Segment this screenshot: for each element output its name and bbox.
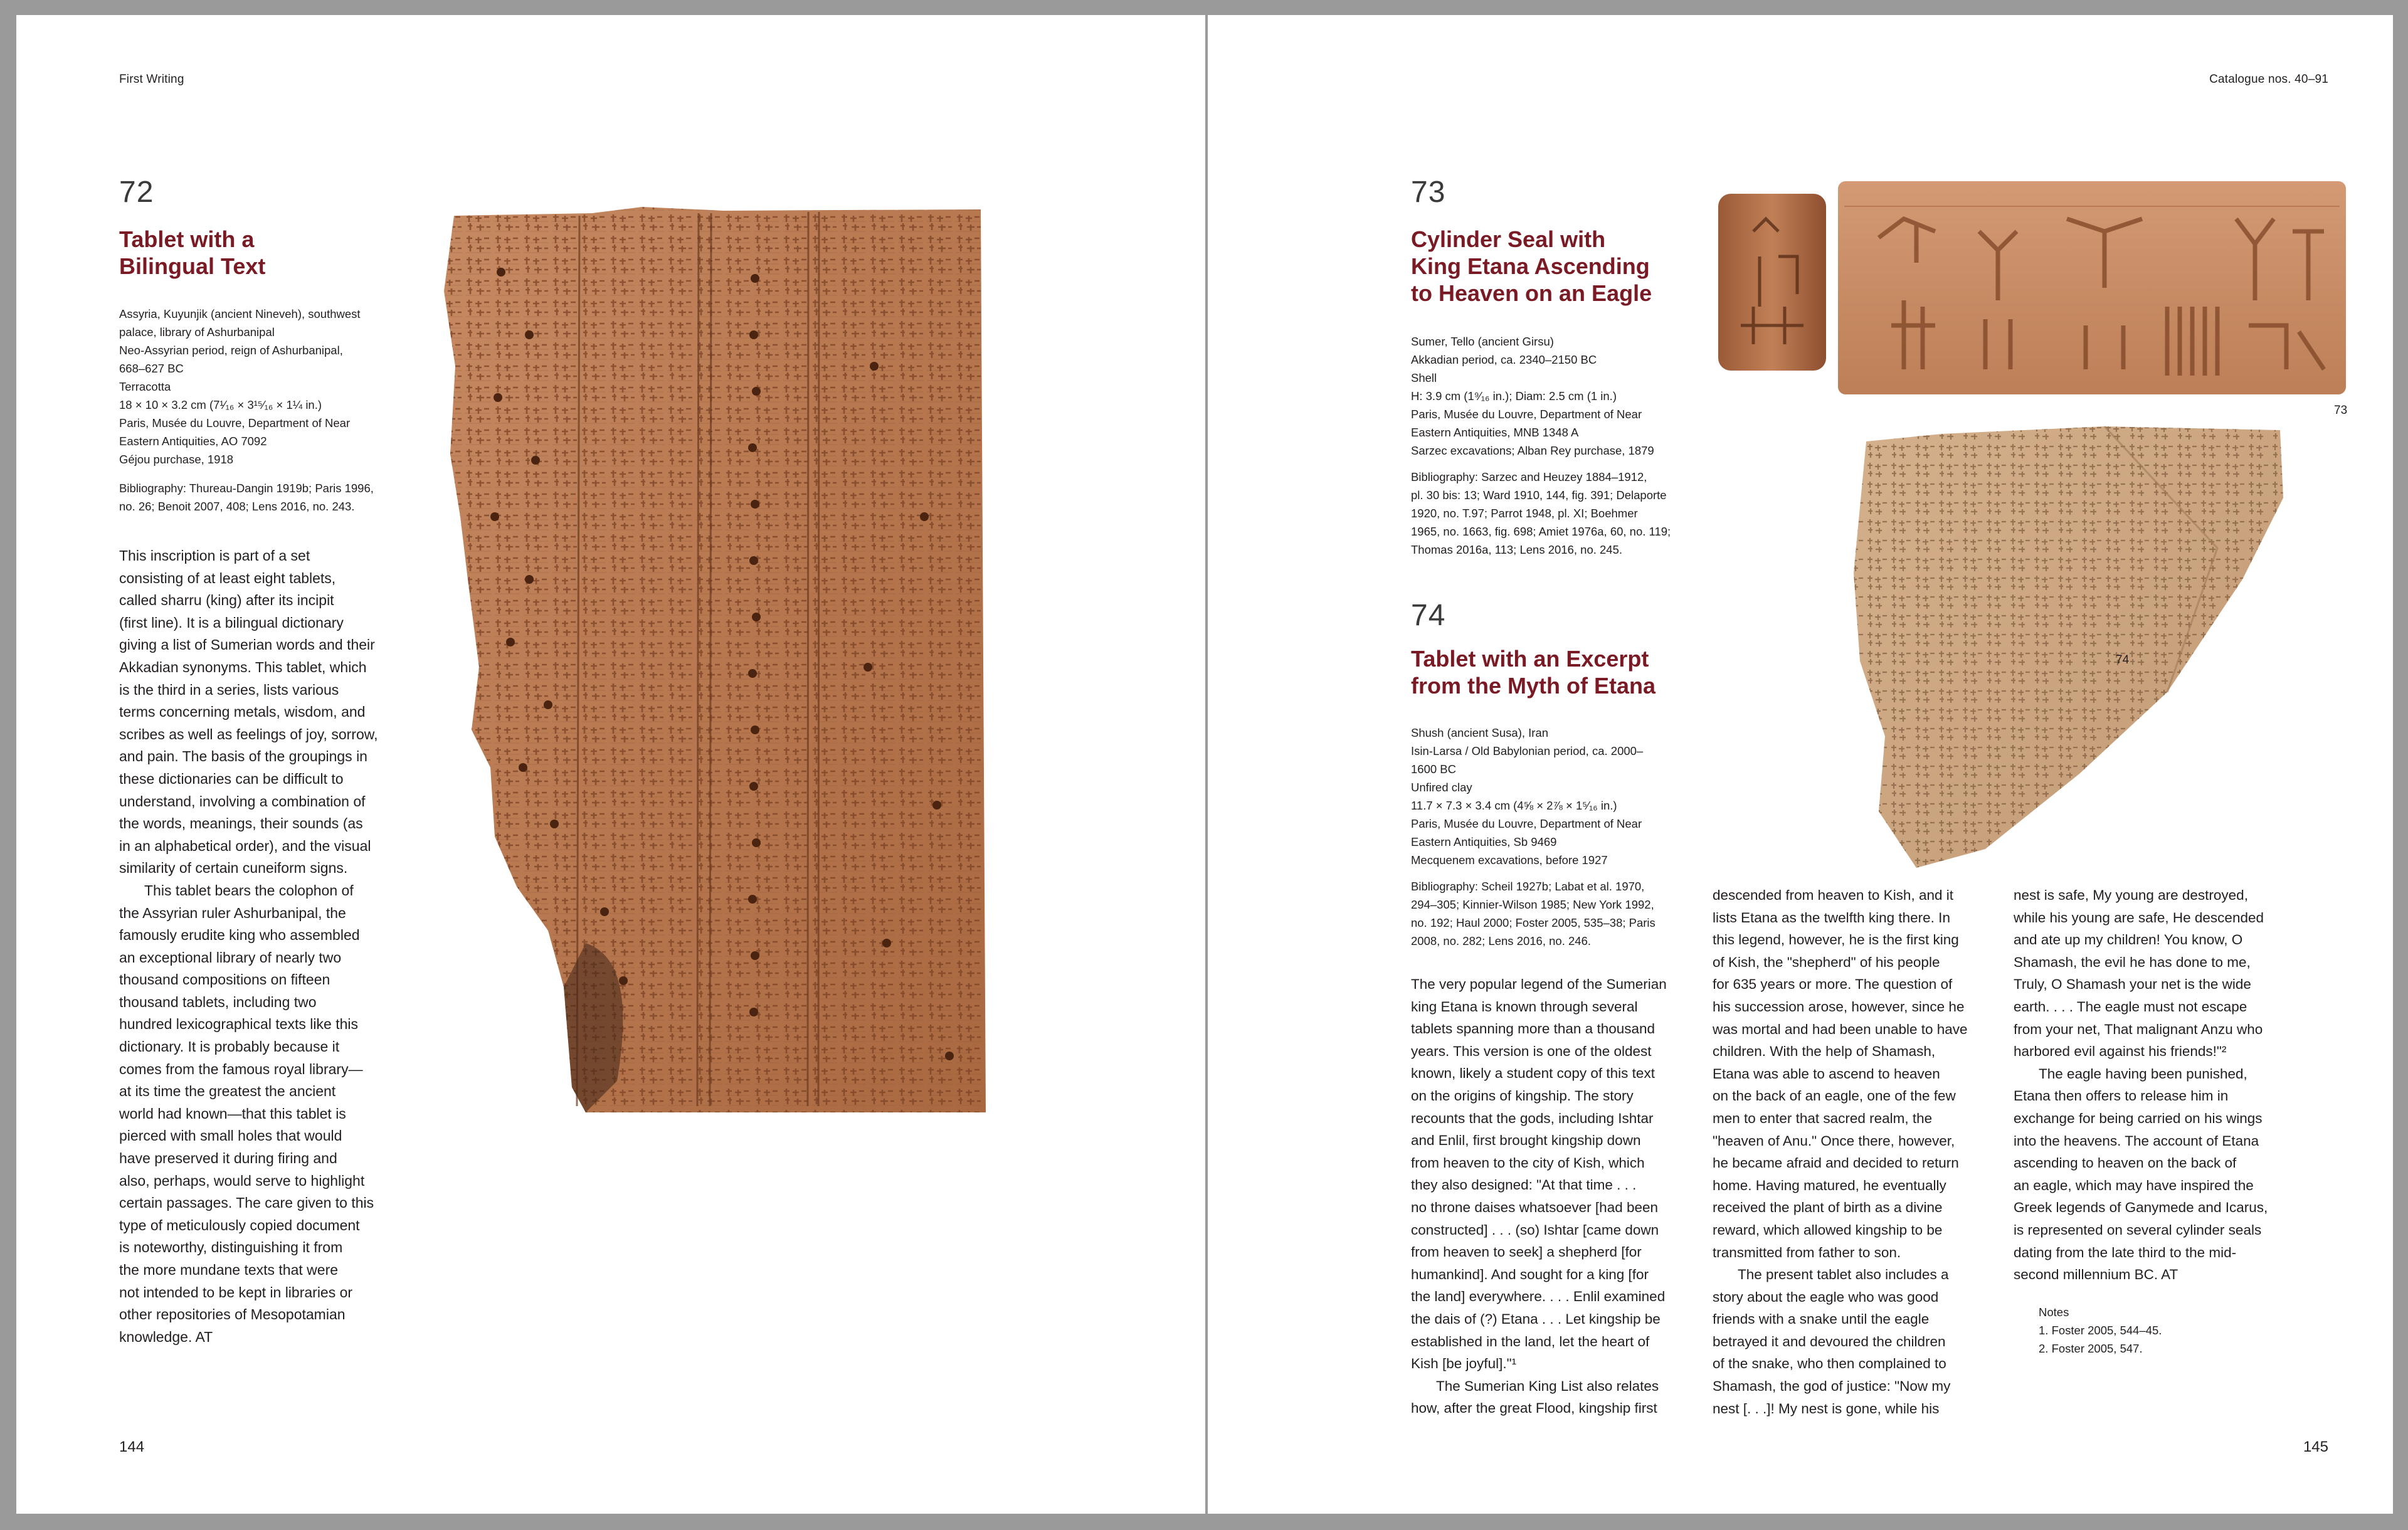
object-metadata bbox=[1411, 724, 1643, 869]
text-line: terms concerning metals, wisdom, and bbox=[119, 704, 366, 720]
text-line: pierced with small holes that would bbox=[119, 1127, 342, 1144]
text-line: is represented on several cylinder seals bbox=[2014, 1221, 2262, 1238]
text-line: known, likely a student copy of this text bbox=[1411, 1065, 1655, 1082]
meta-line: Paris, Musée du Louvre, Department of Near bbox=[1411, 408, 1642, 421]
meta-line: Neo-Assyrian period, reign of Ashurbanipal, bbox=[119, 344, 343, 357]
text-line: This tablet bears the colophon of bbox=[144, 882, 354, 899]
biblio-line: Bibliography: Thureau-Dangin 1919b; Paris 1996, bbox=[119, 482, 374, 495]
text-line: this legend, however, he is the first king bbox=[1713, 932, 1959, 948]
title-line: from the Myth of Etana bbox=[1411, 673, 1656, 699]
meta-line: Mecquenem excavations, before 1927 bbox=[1411, 853, 1608, 867]
text-line: and ate up my children! You know, O bbox=[2014, 932, 2243, 948]
text-line: lists Etana as the twelfth king there. In bbox=[1713, 909, 1950, 926]
title-line: Cylinder Seal with bbox=[1411, 226, 1606, 252]
text-line: Shamash, the god of justice: "Now my bbox=[1713, 1378, 1951, 1395]
text-line: dating from the late third to the mid- bbox=[2014, 1244, 2237, 1260]
meta-line: Paris, Musée du Louvre, Department of Near bbox=[1411, 817, 1642, 830]
figure-caption: 74 bbox=[2116, 653, 2130, 667]
text-line: Etana was able to ascend to heaven bbox=[1713, 1065, 1940, 1082]
text-line: the land] everywhere. . . . Enlil examined bbox=[1411, 1289, 1666, 1305]
text-line: betrayed it and devoured the children bbox=[1713, 1333, 1946, 1349]
text-line: thousand tablets, including two bbox=[119, 993, 317, 1010]
text-line: an exceptional library of nearly two bbox=[119, 949, 342, 966]
notes-heading: Notes bbox=[2039, 1306, 2069, 1319]
text-line: nest [. . .]! My nest is gone, while his bbox=[1713, 1400, 1940, 1417]
bibliography bbox=[119, 479, 374, 515]
text-line: constructed] . . . (so) Ishtar [came down bbox=[1411, 1221, 1659, 1238]
text-line: comes from the famous royal library— bbox=[119, 1060, 363, 1077]
biblio-line: Thomas 2016a, 113; Lens 2016, no. 245. bbox=[1411, 543, 1623, 556]
text-line: the words, meanings, their sounds (as bbox=[119, 815, 363, 832]
meta-line: Unfired clay bbox=[1411, 781, 1472, 794]
text-line: the Assyrian ruler Ashurbanipal, the bbox=[119, 904, 346, 921]
text-line: famously erudite king who assembled bbox=[119, 927, 360, 944]
entry-title bbox=[119, 226, 265, 280]
text-line: his succession arose, however, since he bbox=[1713, 998, 1965, 1015]
object-metadata bbox=[119, 305, 361, 468]
text-line: thousand compositions on fifteen bbox=[119, 971, 330, 988]
text-line: other repositories of Mesopotamian bbox=[119, 1306, 346, 1323]
text-line: on the origins of kingship. The story bbox=[1411, 1087, 1634, 1104]
biblio-line: 1965, no. 1663, fig. 698; Amiet 1976a, 60, no. 119; bbox=[1411, 525, 1671, 538]
meta-line: 1600 BC bbox=[1411, 762, 1456, 776]
text-line: reward, which allowed kingship to be bbox=[1713, 1221, 1943, 1238]
biblio-line: Bibliography: Scheil 1927b; Labat et al. 1970, bbox=[1411, 880, 1645, 893]
text-line: into the heavens. The account of Etana bbox=[2014, 1132, 2259, 1149]
seal-cylinder bbox=[1718, 194, 1826, 371]
biblio-line: Bibliography: Sarzec and Heuzey 1884–1912, bbox=[1411, 470, 1647, 483]
text-line: world had known—that this tablet is bbox=[119, 1105, 346, 1122]
text-line: they also designed: "At that time . . . bbox=[1411, 1177, 1637, 1193]
object-metadata bbox=[1411, 332, 1654, 460]
text-line: home. Having matured, he eventually bbox=[1713, 1177, 1946, 1193]
note-item: 1. Foster 2005, 544–45. bbox=[2039, 1324, 2162, 1337]
figure-caption: 73 bbox=[2334, 404, 2348, 417]
text-line: The eagle having been punished, bbox=[2039, 1065, 2247, 1082]
text-line: while his young are safe, He descended bbox=[2014, 909, 2264, 926]
text-line: the dais of (?) Etana . . . Let kingship be bbox=[1411, 1311, 1661, 1327]
text-line: king Etana is known through several bbox=[1411, 998, 1638, 1015]
bibliography bbox=[1411, 468, 1671, 559]
text-line: of Kish, the "shepherd" of his people bbox=[1713, 954, 1940, 970]
text-line: established in the land, let the heart of bbox=[1411, 1333, 1650, 1349]
meta-line: Géjou purchase, 1918 bbox=[119, 453, 234, 466]
meta-line: Eastern Antiquities, Sb 9469 bbox=[1411, 835, 1557, 848]
text-line: knowledge. AT bbox=[119, 1328, 213, 1345]
title-line: to Heaven on an Eagle bbox=[1411, 280, 1652, 306]
text-line: type of meticulously copied document bbox=[119, 1216, 360, 1233]
meta-line: H: 3.9 cm (1⁹⁄₁₆ in.); Diam: 2.5 cm (1 in.) bbox=[1411, 389, 1617, 403]
etana-tablet-image bbox=[1841, 423, 2293, 868]
essay-column-1 bbox=[1411, 973, 1667, 1420]
meta-line: palace, library of Ashurbanipal bbox=[119, 325, 275, 339]
seal-impression bbox=[1838, 181, 2346, 394]
text-line: nest is safe, My young are destroyed, bbox=[2014, 887, 2248, 903]
text-line: how, after the great Flood, kingship first bbox=[1411, 1400, 1657, 1417]
text-line: certain passages. The care given to this bbox=[119, 1195, 374, 1211]
text-line: Truly, O Shamash your net is the wide bbox=[2014, 976, 2251, 993]
text-line: in an alphabetical order), and the visual bbox=[119, 837, 371, 854]
bibliography bbox=[1411, 877, 1656, 950]
left-page bbox=[16, 15, 1205, 1514]
text-line: have preserved it during firing and bbox=[119, 1150, 337, 1167]
meta-line: Sarzec excavations; Alban Rey purchase, 1879 bbox=[1411, 444, 1654, 457]
running-head: Catalogue nos. 40–91 bbox=[2209, 73, 2328, 86]
meta-line: 11.7 × 7.3 × 3.4 cm (4⅝ × 2⅞ × 1⁵⁄₁₆ in.) bbox=[1411, 799, 1617, 812]
meta-line: 668–627 BC bbox=[119, 362, 184, 375]
text-line: and Enlil, first brought kingship down bbox=[1411, 1132, 1641, 1149]
biblio-line: no. 26; Benoit 2007, 408; Lens 2016, no. 243. bbox=[119, 500, 355, 513]
text-line: is noteworthy, distinguishing it from bbox=[119, 1239, 343, 1256]
meta-line: Akkadian period, ca. 2340–2150 BC bbox=[1411, 353, 1597, 366]
page-number: 144 bbox=[119, 1438, 145, 1455]
text-line: The Sumerian King List also relates bbox=[1436, 1378, 1659, 1394]
text-line: descended from heaven to Kish, and it bbox=[1713, 887, 1953, 903]
entry-title bbox=[1411, 226, 1652, 307]
biblio-line: 1920, no. T.97; Parrot 1948, pl. XI; Boehmer bbox=[1411, 507, 1638, 520]
fragment-cuneiform bbox=[1854, 426, 2283, 868]
text-line: story about the eagle who was good bbox=[1713, 1289, 1939, 1305]
title-line: Bilingual Text bbox=[119, 253, 266, 279]
text-line: is the third in a series, lists various bbox=[119, 681, 339, 698]
page-number: 145 bbox=[2303, 1438, 2328, 1455]
meta-line: 18 × 10 × 3.2 cm (7¹⁄₁₆ × 3¹⁵⁄₁₆ × 1¼ in.) bbox=[119, 398, 322, 411]
essay-column-2 bbox=[1713, 884, 1968, 1420]
text-line: from heaven to the city of Kish, which bbox=[1411, 1154, 1645, 1171]
biblio-line: 2008, no. 282; Lens 2016, no. 246. bbox=[1411, 934, 1591, 947]
text-line: consisting of at least eight tablets, bbox=[119, 569, 336, 586]
entry-title bbox=[1411, 645, 1656, 699]
text-line: Greek legends of Ganymede and Icarus, bbox=[2014, 1200, 2268, 1216]
meta-line: Eastern Antiquities, AO 7092 bbox=[119, 435, 267, 448]
text-line: the more mundane texts that were bbox=[119, 1262, 339, 1278]
endnotes bbox=[2039, 1303, 2162, 1358]
text-line: men to enter that sacred realm, the bbox=[1713, 1110, 1933, 1126]
text-line: The very popular legend of the Sumerian bbox=[1411, 976, 1667, 992]
text-line: Akkadian synonyms. This tablet, which bbox=[119, 658, 367, 675]
cylinder-seal-image bbox=[1716, 181, 2349, 407]
meta-line: Assyria, Kuyunjik (ancient Nineveh), southwest bbox=[119, 307, 361, 320]
text-line: called sharru (king) after its incipit bbox=[119, 592, 334, 609]
text-line: also, perhaps, would serve to highlight bbox=[119, 1172, 365, 1189]
text-line: Kish [be joyful]."¹ bbox=[1411, 1356, 1517, 1372]
catalogue-number: 73 bbox=[1411, 176, 1446, 209]
text-line: earth. . . . The eagle must not escape bbox=[2014, 998, 2247, 1015]
text-line: The present tablet also includes a bbox=[1738, 1267, 1949, 1283]
text-line: second millennium BC. AT bbox=[2014, 1267, 2178, 1283]
essay-column-3 bbox=[2014, 884, 2268, 1286]
text-line: children. With the help of Shamash, bbox=[1713, 1043, 1936, 1060]
text-line: he became afraid and decided to return bbox=[1713, 1155, 1959, 1171]
biblio-line: pl. 30 bis: 13; Ward 1910, 144, fig. 391; Delaporte bbox=[1411, 488, 1667, 502]
text-line: not intended to be kept in libraries or bbox=[119, 1284, 353, 1300]
note-item: 2. Foster 2005, 547. bbox=[2039, 1342, 2143, 1355]
text-line: "heaven of Anu." Once there, however, bbox=[1713, 1132, 1955, 1149]
meta-line: Sumer, Tello (ancient Girsu) bbox=[1411, 335, 1554, 348]
text-line: and pain. The basis of the groupings in bbox=[119, 748, 367, 765]
text-line: for 635 years or more. The question of bbox=[1713, 976, 1953, 993]
meta-line: Eastern Antiquities, MNB 1348 A bbox=[1411, 426, 1579, 439]
text-line: from heaven to seek] a shepherd [for bbox=[1411, 1244, 1642, 1260]
essay-text bbox=[119, 545, 378, 1348]
text-line: hundred lexicographical texts like this bbox=[119, 1016, 358, 1033]
text-line: humankind]. And sought for a king [for bbox=[1411, 1266, 1649, 1282]
text-line: of the snake, who then complained to bbox=[1713, 1356, 1946, 1372]
meta-line: Isin-Larsa / Old Babylonian period, ca. 2000– bbox=[1411, 744, 1644, 757]
text-line: This inscription is part of a set bbox=[119, 547, 310, 564]
meta-line: Shush (ancient Susa), Iran bbox=[1411, 726, 1549, 739]
text-line: Shamash, the evil he has done to me, bbox=[2014, 954, 2251, 970]
text-line: friends with a snake until the eagle bbox=[1713, 1311, 1930, 1327]
text-line: these dictionaries can be difficult to bbox=[119, 770, 344, 787]
right-page bbox=[1208, 15, 2393, 1514]
biblio-line: 294–305; Kinnier-Wilson 1985; New York 1992, bbox=[1411, 898, 1654, 911]
meta-line: Paris, Musée du Louvre, Department of Near bbox=[119, 416, 351, 430]
text-line: no throne daises whatsoever [had been bbox=[1411, 1199, 1659, 1215]
biblio-line: no. 192; Haul 2000; Foster 2005, 535–38; Paris bbox=[1411, 916, 1656, 929]
text-line: at its time the greatest the ancient bbox=[119, 1083, 336, 1100]
catalogue-number: 74 bbox=[1411, 599, 1446, 632]
text-line: on the back of an eagle, one of the few bbox=[1713, 1088, 1956, 1104]
text-line: was mortal and had been unable to have bbox=[1713, 1021, 1968, 1037]
title-line: Tablet with a bbox=[119, 226, 255, 252]
text-line: years. This version is one of the oldest bbox=[1411, 1043, 1652, 1059]
text-line: understand, involving a combination of bbox=[119, 793, 366, 810]
catalogue-number: 72 bbox=[119, 176, 154, 209]
meta-line: Terracotta bbox=[119, 380, 171, 393]
text-line: (first line). It is a bilingual dictionary bbox=[119, 614, 344, 631]
running-head: First Writing bbox=[119, 73, 184, 86]
cuneiform-signs bbox=[444, 207, 986, 1112]
text-line: received the plant of birth as a divine bbox=[1713, 1200, 1943, 1216]
title-line: Tablet with an Excerpt bbox=[1411, 646, 1649, 672]
text-line: transmitted from father to son. bbox=[1713, 1244, 1901, 1260]
title-line: King Etana Ascending bbox=[1411, 253, 1650, 279]
text-line: giving a list of Sumerian words and their bbox=[119, 636, 375, 653]
text-line: scribes as well as feelings of joy, sorrow, bbox=[119, 725, 378, 742]
text-line: dictionary. It is probably because it bbox=[119, 1038, 340, 1055]
text-line: from your net, That malignant Anzu who bbox=[2014, 1021, 2263, 1037]
meta-line: Shell bbox=[1411, 371, 1437, 384]
text-line: recounts that the gods, including Ishtar bbox=[1411, 1110, 1654, 1126]
text-line: similarity of certain cuneiform signs. bbox=[119, 860, 348, 877]
text-line: an eagle, which may have inspired the bbox=[2014, 1177, 2254, 1193]
text-line: harbored evil against his friends!"² bbox=[2014, 1043, 2227, 1060]
bilingual-tablet-image bbox=[435, 191, 1000, 1119]
text-line: Etana then offers to release him in bbox=[2014, 1088, 2229, 1104]
text-line: ascending to heaven on the back of bbox=[2014, 1155, 2237, 1171]
text-line: exchange for being carried on his wings bbox=[2014, 1110, 2263, 1126]
text-line: tablets spanning more than a thousand bbox=[1411, 1021, 1656, 1037]
